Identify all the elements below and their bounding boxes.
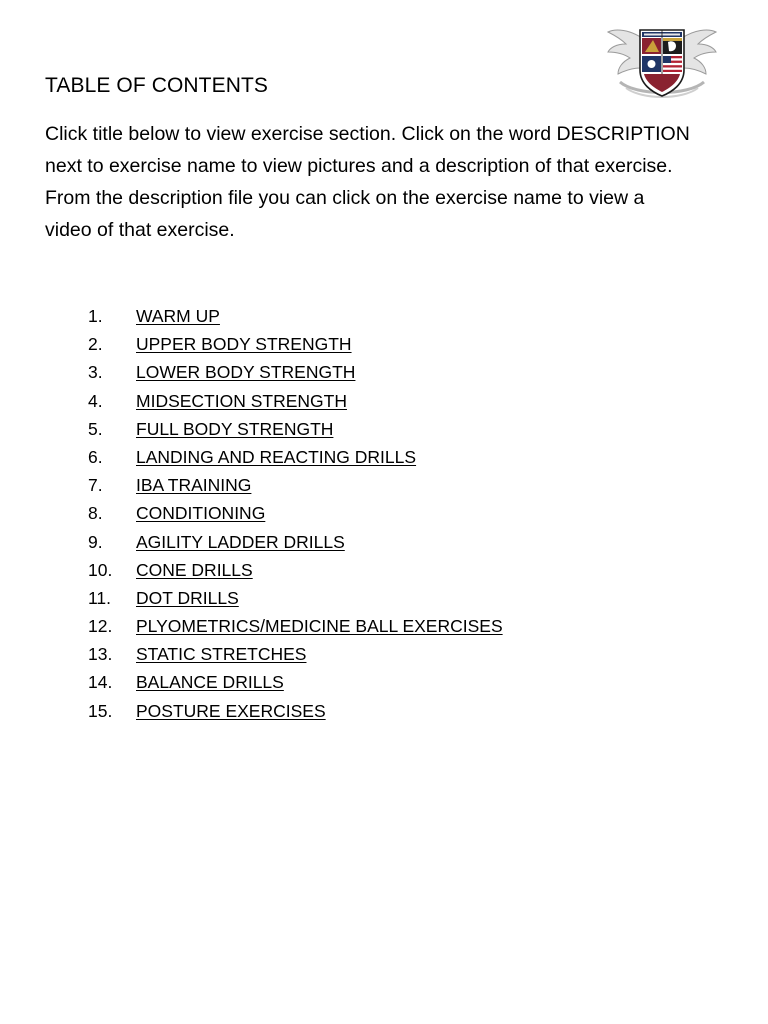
toc-link-conditioning[interactable]: CONDITIONING [136,503,266,524]
toc-item-posture-exercises [88,699,503,727]
toc-link-static-stretches[interactable]: STATIC STRETCHES [136,644,307,665]
toc-item-cone-drills [88,558,503,586]
toc-item-dot-drills [88,586,503,614]
toc-number: 2. [88,334,103,355]
table-of-contents-list [88,304,503,727]
toc-link-plyometrics-medicine-ball-exercises[interactable]: PLYOMETRICS/MEDICINE BALL EXERCISES [136,616,503,637]
toc-item-midsection-strength [88,389,503,417]
toc-item-full-body-strength [88,417,503,445]
toc-number: 10. [88,559,113,580]
page-title: TABLE OF CONTENTS [45,74,268,97]
toc-number: 5. [88,418,103,439]
toc-item-iba-training [88,473,503,501]
toc-item-static-stretches [88,642,503,670]
right-wing [682,30,716,74]
toc-item-balance-drills [88,670,503,698]
toc-number: 13. [88,644,113,665]
intro-line: next to exercise name to view pictures and a description of that exercise. [45,155,673,177]
toc-number: 3. [88,362,103,383]
intro-line: From the description file you can click on the exercise name to view a [45,187,645,209]
toc-item-landing-and-reacting-drills [88,445,503,473]
toc-link-cone-drills[interactable]: CONE DRILLS [136,559,253,580]
intro-line: Click title below to view exercise section. Click on the word DESCRIPTION [45,123,690,145]
toc-link-warm-up[interactable]: WARM UP [136,306,220,326]
toc-link-landing-and-reacting-drills[interactable]: LANDING AND REACTING DRILLS [136,446,417,467]
toc-link-posture-exercises[interactable]: POSTURE EXERCISES [136,700,326,721]
toc-number: 9. [88,531,103,552]
toc-item-upper-body-strength [88,332,503,360]
toc-link-iba-training[interactable]: IBA TRAINING [136,475,252,496]
toc-number: 4. [88,390,103,411]
toc-link-upper-body-strength[interactable]: UPPER BODY STRENGTH [136,334,352,355]
toc-link-midsection-strength[interactable]: MIDSECTION STRENGTH [136,390,347,411]
toc-item-lower-body-strength [88,360,503,388]
unit-crest-icon [606,24,718,102]
toc-number: 15. [88,700,113,721]
toc-number: 7. [88,475,103,496]
intro-line: video of that exercise. [45,219,235,241]
toc-link-lower-body-strength[interactable]: LOWER BODY STRENGTH [136,362,356,383]
toc-item-agility-ladder-drills [88,530,503,558]
toc-number: 6. [88,446,103,467]
intro-paragraph [45,118,735,246]
left-wing [608,30,642,74]
toc-item-warm-up [88,304,503,332]
toc-number: 8. [88,503,103,524]
toc-number: 1. [88,306,103,326]
toc-link-agility-ladder-drills[interactable]: AGILITY LADDER DRILLS [136,531,345,552]
toc-number: 12. [88,616,113,637]
toc-link-dot-drills[interactable]: DOT DRILLS [136,587,239,608]
toc-item-conditioning [88,501,503,529]
toc-number: 14. [88,672,113,693]
toc-item-plyometrics-medicine-ball-exercises [88,614,503,642]
toc-link-full-body-strength[interactable]: FULL BODY STRENGTH [136,418,334,439]
toc-number: 11. [88,587,112,608]
toc-link-balance-drills[interactable]: BALANCE DRILLS [136,672,284,693]
